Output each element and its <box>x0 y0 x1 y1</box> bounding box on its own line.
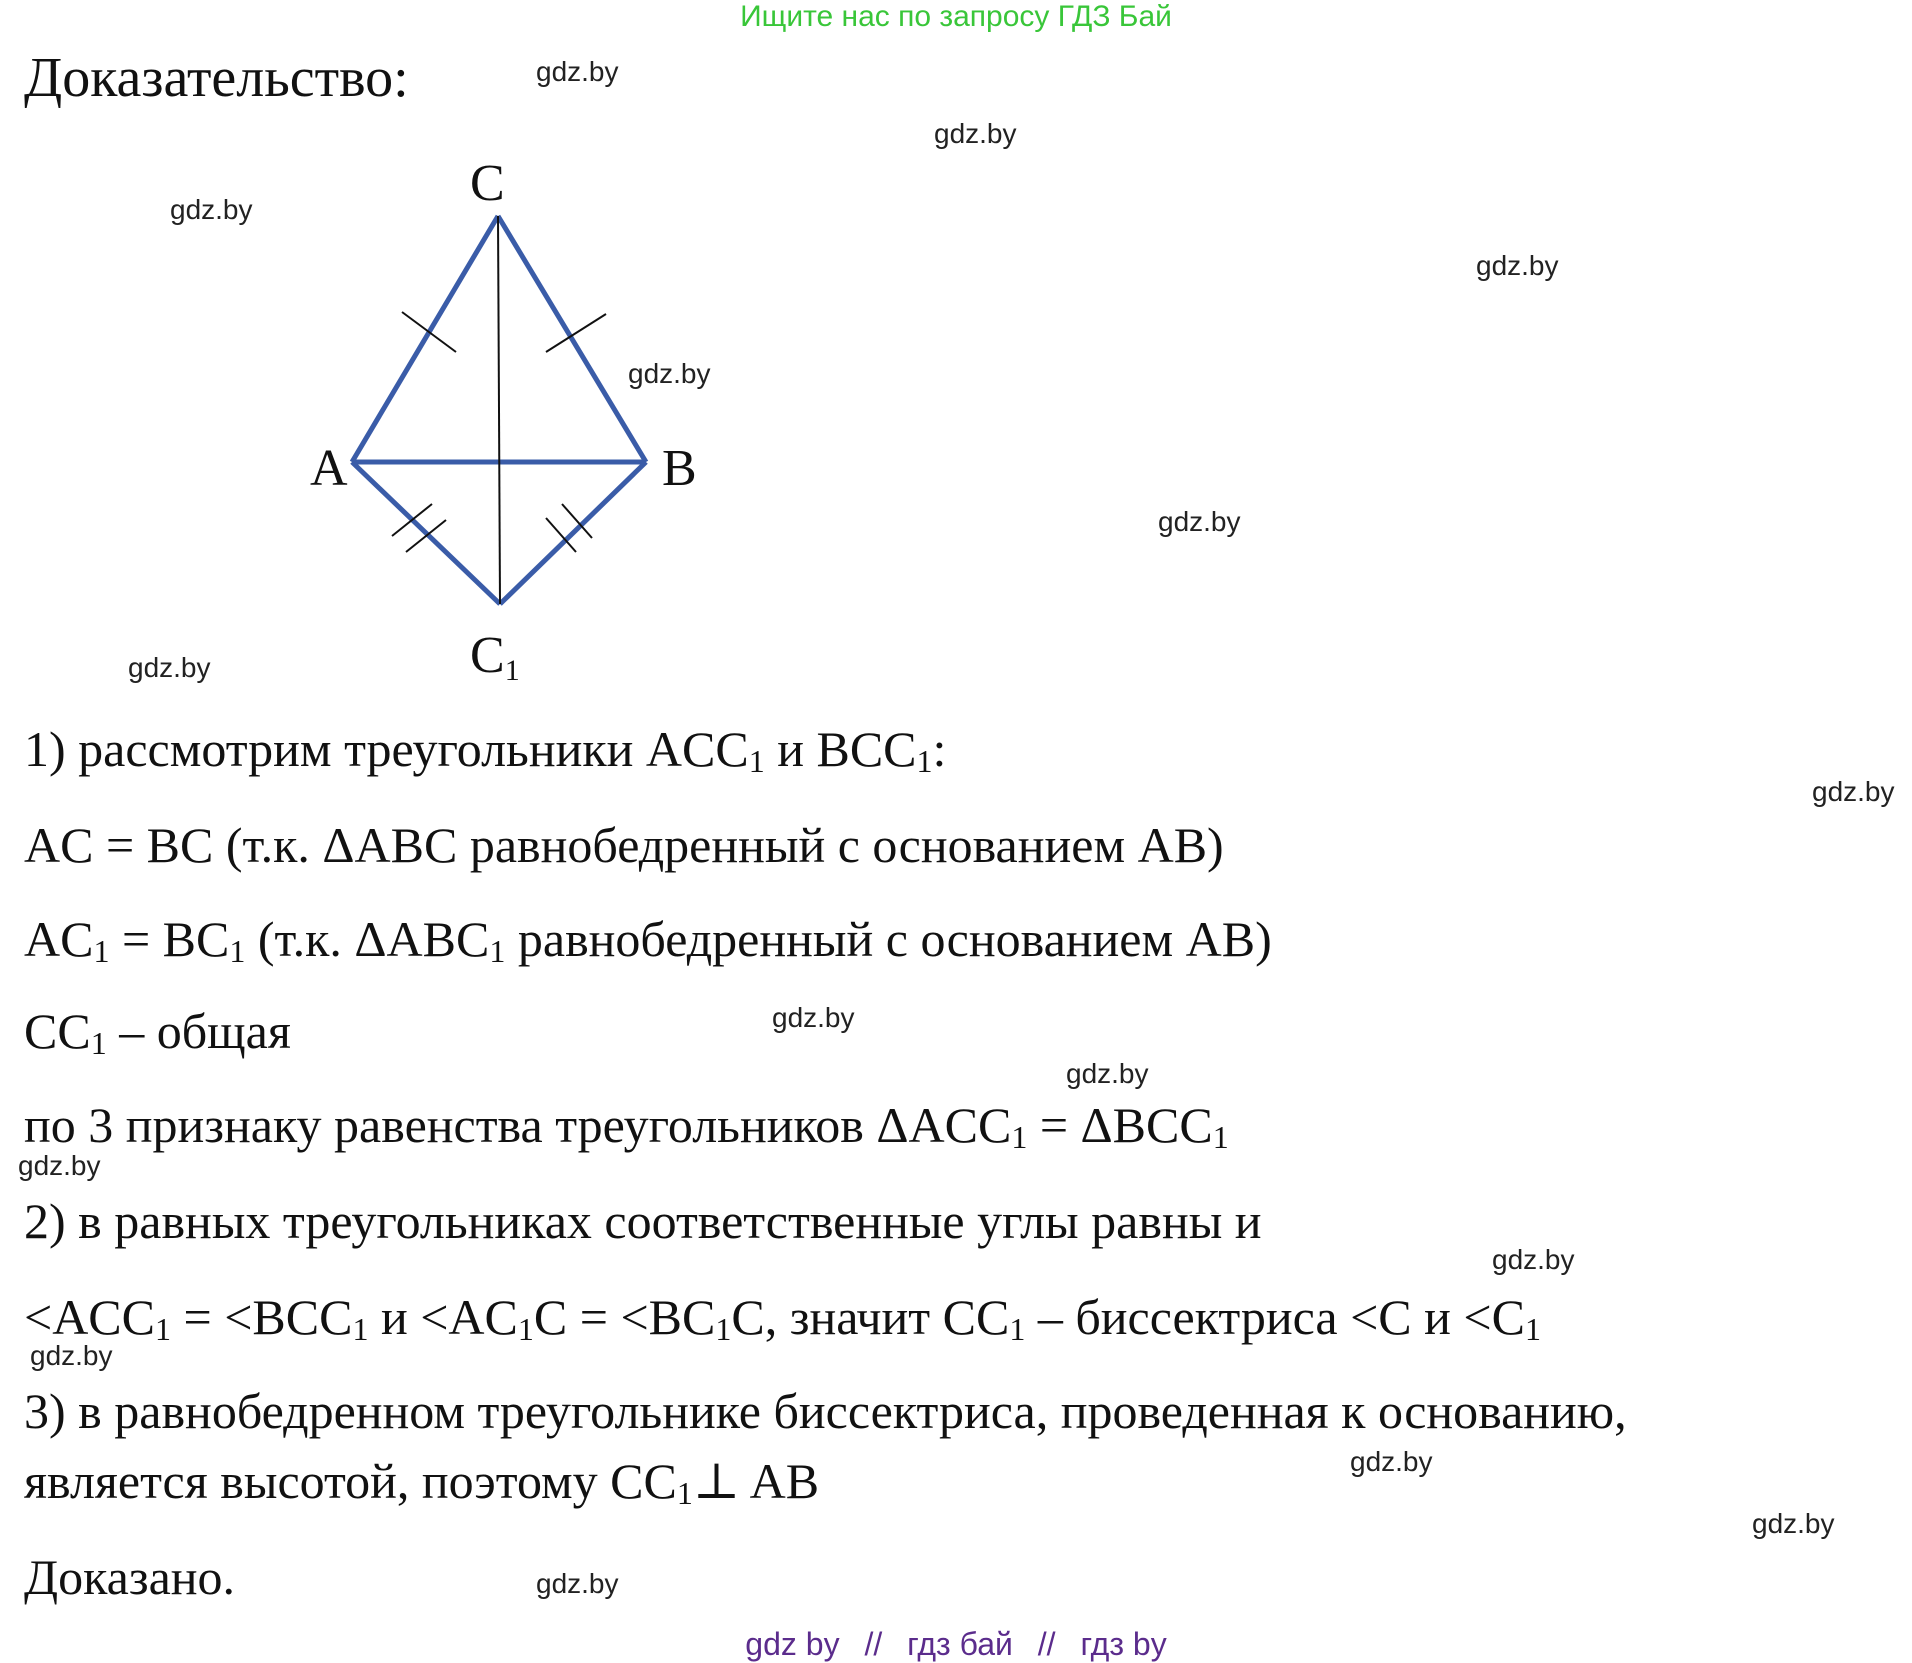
vertex-label-b: B <box>662 440 697 497</box>
watermark: gdz.by <box>1752 1508 1835 1539</box>
watermark: gdz.by <box>628 358 711 389</box>
watermark: gdz.by <box>1812 776 1895 807</box>
watermark: gdz.by <box>536 1568 619 1599</box>
proof-line-8: 3) в равнобедренном треугольнике биссектриса, проведенная к основанию, <box>24 1383 1627 1439</box>
watermark: gdz.by <box>170 194 253 225</box>
vertex-label-c1 <box>470 627 520 687</box>
proof-line-9: является высотой, поэтому $CC_1\perp$ AB <box>24 1453 820 1511</box>
proof-line-7: $<ACC_1 = <BCC_1$ $и <AC_1C = <BC_1C$, значит $CC_1$ – биссектриса <C $и <C_1$ <box>24 1289 1541 1347</box>
footer-link-gdz-bai[interactable]: гдз бай <box>907 1626 1013 1662</box>
watermark: gdz.by <box>1066 1058 1149 1089</box>
segment-ac1 <box>352 462 500 604</box>
vertex-label-c1-main: C <box>470 627 505 684</box>
proof-line-1: 1) рассмотрим треугольники $ACC_1$ и $BCC_1$: <box>24 721 947 779</box>
segment-ca <box>352 216 498 462</box>
watermark: gdz.by <box>934 118 1017 149</box>
tick-ca <box>402 312 456 352</box>
proof-line-5: по 3 признаку равенства треугольников $\Delta ACC_1 = \Delta BCC_1$ <box>24 1097 1229 1155</box>
vertex-label-c1-sub: 1 <box>504 654 520 687</box>
watermark: gdz.by <box>772 1002 855 1033</box>
footer-separator: // <box>1037 1626 1056 1662</box>
vertex-label-a: A <box>310 440 348 497</box>
proof-heading: Доказательство: <box>24 47 409 109</box>
watermark: gdz.by <box>30 1340 113 1371</box>
watermark: gdz.by <box>536 56 619 87</box>
footer-link-gdz-by-cyr[interactable]: гдз by <box>1080 1626 1167 1662</box>
watermark: gdz.by <box>18 1150 101 1181</box>
footer-link-gdz-by[interactable]: gdz by <box>745 1626 840 1662</box>
segment-bc1 <box>500 462 646 604</box>
proof-line-2: AC = BC (т.к. ΔABC равнобедренный с основанием AB) <box>24 817 1224 873</box>
segment-cc1 <box>498 216 500 604</box>
rhombus-diagram <box>0 0 1912 700</box>
proof-line-10: Доказано. <box>24 1549 236 1605</box>
proof-line-3: $AC_1 = BC_1$ (т.к. $\Delta ABC_1$ равнобедренный с основанием AB) <box>24 911 1272 969</box>
watermark: gdz.by <box>1350 1446 1433 1477</box>
vertex-label-c: C <box>470 155 505 212</box>
proof-line-4: $CC_1$ – общая <box>24 1003 291 1061</box>
proof-line-6: 2) в равных треугольниках соответственные углы равны и <box>24 1193 1262 1249</box>
watermark: gdz.by <box>1158 506 1241 537</box>
segment-cb <box>498 216 646 462</box>
watermark: gdz.by <box>1492 1244 1575 1275</box>
footer-links <box>0 1626 1912 1663</box>
search-hint-banner: Ищите нас по запросу ГДЗ Бай <box>740 0 1172 33</box>
watermark: gdz.by <box>128 652 211 683</box>
footer-separator: // <box>864 1626 883 1662</box>
watermark: gdz.by <box>1476 250 1559 281</box>
